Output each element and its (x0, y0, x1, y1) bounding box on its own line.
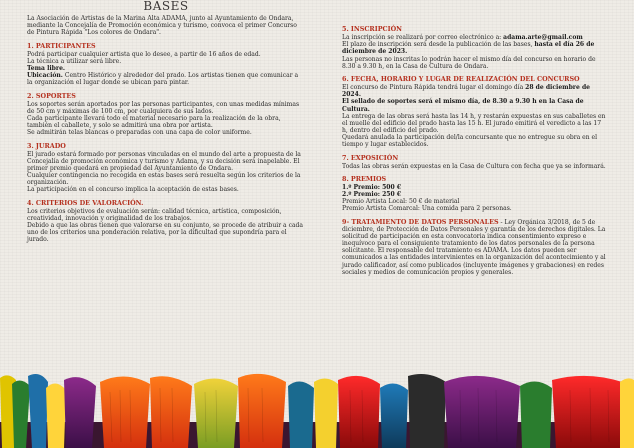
jurado-p2: Cualquier contingencia no recogida en estas bases será resuelta según los criterios de la organización. (27, 172, 301, 187)
soportes-p3: Se admitirán telas blancas o preparadas con una capa de color uniforme. (27, 129, 252, 137)
section-title-participantes: 1. PARTICIPANTES (27, 41, 96, 50)
datos-text: - Ley Orgánica 3/2018, de 5 de diciembre, de Protección de Datos Personales y garantía de los derechos digitales. La solicitud de participación en esta convocatoria indica consentimiento expreso e inequívoco para el consiguiente tratamiento de los datos personales de la persona solicitante. El responsable del tratamiento es ADAMA. Los datos pueden ser comunicados a las entidades intervinientes en la organización del acontecimiento y al jurado calificador, así como publicados (incluyente imágenes y grabaciones) en redes sociales y medios de comunicación propios y generales. (342, 218, 606, 276)
tema-libre-label: Tema libre. (27, 65, 66, 73)
participantes-p1: Podrá participar cualquier artista que lo desee, a partir de 16 años de edad. (27, 50, 261, 58)
premio-1: 1.º Premio: 500 € (342, 183, 402, 191)
brush-16 (520, 381, 552, 448)
contest-date: 28 de diciembre de 2024. (342, 84, 591, 99)
inscripcion-deadline: hasta el día 26 de diciembre de 2023. (342, 41, 595, 56)
brush-4 (46, 383, 66, 448)
fecha-p4: Quedará anulada la participación del/la concursante que no entregue su obra en el tiempo y lugar establecidos. (342, 134, 598, 149)
brush-5 (64, 377, 96, 448)
soportes-p2: Cada participante llevará todo el material necesario para la realización de la obra, también el caballete, y solo se admitirá una obra por artista. (27, 115, 281, 130)
brush-11 (314, 378, 338, 448)
ubicacion-text: Centro Histórico y alrededor del prado. Los artistas tienen que comunicar a la organización el lugar donde se ubican para pintar. (27, 72, 299, 87)
page-title: BASES (143, 0, 189, 13)
fecha-p1 (342, 84, 607, 98)
section-title-soportes: 2. SOPORTES (27, 91, 76, 100)
brush-15 (444, 376, 520, 448)
contact-email: adama.arte@gmail.com (503, 34, 583, 42)
brush-14 (408, 374, 446, 448)
datos-paragraph (342, 219, 607, 276)
brush-13 (380, 383, 408, 448)
inscripcion-p3: Las personas no inscritas lo podrán hacer el mismo día del concurso en horario de 8.30 a 9.30 h, en la Casa de Cultura de Ondara. (342, 55, 596, 70)
exposicion-p1: Todas las obras serán expuestas en la Casa de Cultura con fecha que ya se informará. (342, 162, 606, 170)
fecha-p2: El sellado de soportes será el mismo día, de 8.30 a 9.30 h en la Casa de Cultura. (342, 98, 584, 113)
brush-12 (338, 376, 380, 448)
section-title-datos: 9- TRATAMIENTO DE DATOS PERSONALES (342, 217, 499, 226)
participantes-p2: La técnica a utilizar será libre. (27, 57, 122, 65)
section-title-inscripcion: 5. INSCRIPCIÓN (342, 25, 403, 33)
brush-8 (194, 378, 238, 448)
brush-7 (150, 376, 192, 448)
brush-10 (288, 381, 314, 448)
fecha-p1-text: El concurso de Pintura Rápida tendrá lugar el domingo día (342, 84, 526, 92)
inscripcion-p1-text: La inscripción se realizará por correo electrónico a: (342, 34, 504, 42)
brush-6 (100, 376, 150, 448)
section-title-jurado: 3. JURADO (27, 141, 66, 150)
section-title-exposicion: 7. EXPOSICIÓN (342, 153, 399, 162)
left-column (27, 0, 305, 244)
inscripcion-p1 (342, 34, 607, 41)
inscripcion-p2 (342, 41, 607, 55)
intro-paragraph: La Asociación de Artistas de la Marina Alta ADAMA, junto al Ayuntamiento de Ondara, mediante la Concejalía de Promoción económica y turismo, convoca el primer Concurso de Pintura Rápida "Los colores de Ondara". (27, 15, 297, 37)
premio-local: Premio Artista Local: 50 € de material (342, 198, 460, 206)
section-title-criterios: 4. CRITERIOS DE VALORACIÓN. (27, 198, 144, 207)
soportes-p1: Los soportes serán aportados por las personas participantes, con unas medidas mínimas de 50 cm y máximas de 100 cm, por cualquiera de sus lados. (27, 100, 300, 115)
brush-9 (238, 374, 286, 448)
right-column (342, 0, 607, 276)
criterios-p2: Debido a que las obras tienen que valorarse en su conjunto, se procede de atribuir a cada uno de los criterios una ponderación relativa, por la dificultad que supondría para el jurado. (27, 222, 304, 244)
premio-2: 2.º Premio: 250 € (342, 191, 402, 199)
ubicacion-label: Ubicación. (27, 72, 63, 80)
brush-18 (620, 378, 634, 448)
section-title-premios: 8. PREMIOS (342, 174, 387, 183)
jurado-p1: El jurado estará formado por personas vinculadas en el mundo del arte a propuesta de la Concejalía de promoción económica y turismo y Adama, y su decisión será inapelable. El primer premio quedará en propiedad del Ayuntamiento de Ondara. (27, 150, 301, 172)
section-title-fecha: 6. FECHA, HORARIO Y LUGAR DE REALIZACIÓN DEL CONCURSO (342, 74, 580, 83)
paint-brushes-image (0, 372, 634, 448)
premio-comarcal: Premio Artista Comarcal: Una comida para 2 personas. (342, 205, 512, 213)
ubicacion-paragraph (27, 72, 305, 86)
jurado-p3: La participación en el concurso implica la aceptación de estas bases. (27, 186, 239, 194)
fecha-p3: La entrega de las obras será hasta las 14 h, y restarán expuestas en sus caballetes en el muelle del edificio del prado hasta las 15 h. El jurado emitirá el veredicto a las 17 h, dentro del edificio del prado. (342, 112, 606, 135)
criterios-p1: Los criterios objetivos de evaluación serán: calidad técnica, artística, composición, creatividad, innovación y originalidad de los trabajos. (27, 207, 282, 222)
inscripcion-p2-text: El plazo de inscripción será desde la publicación de las bases, (342, 41, 535, 49)
